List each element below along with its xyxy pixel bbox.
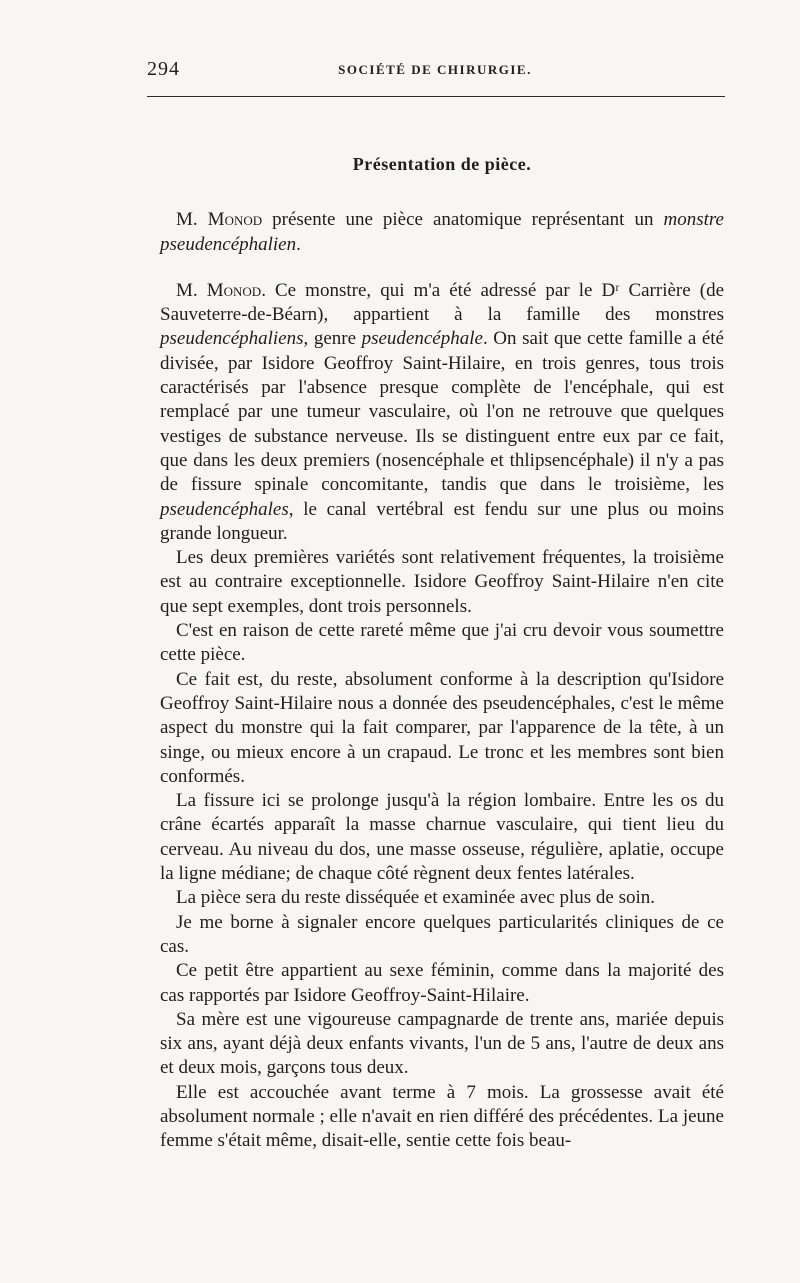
paragraph-1 [160, 208, 724, 257]
paragraph-2-italic-1: pseudencéphaliens [160, 328, 304, 350]
paragraph-7: La pièce sera du reste disséquée et examinée avec plus de soin. [176, 887, 656, 909]
paragraph-8: Je me borne à signaler encore quelques particularités cliniques de ce cas. [160, 911, 724, 957]
running-head: SOCIÉTÉ DE CHIRURGIE. [338, 62, 532, 77]
page-number: 294 [147, 58, 180, 80]
paragraph-6: La fissure ici se prolonge jusqu'à la région lombaire. Entre les os du crâne écartés apparaît la masse charnue vasculaire, qui tient lieu du cerveau. Au niveau du dos, une masse osseuse, régulière, aplatie, occupe la ligne médiane; de chaque côté règnent deux fentes latérales. [160, 790, 724, 885]
speaker-lead: M. [176, 209, 198, 231]
speaker-name: Monod [207, 209, 263, 231]
paragraph-2-italic-3: pseudencéphales [160, 498, 289, 520]
paragraph-5: Ce fait est, du reste, absolument conforme à la description qu'Isidore Geoffroy Saint-Hilaire nous a donnée des pseudencéphales, c'est le même aspect du monstre qui la fait comparer, par l'apparence de la tête, à un singe, ou mieux encore à un crapaud. Le tronc et les membres sont bien conformés. [160, 668, 724, 787]
paragraph-1-end: . [296, 233, 301, 255]
paragraph-10: Sa mère est une vigoureuse campagnarde de trente ans, mariée depuis six ans, ayant déjà deux enfants vivants, l'un de 5 ans, l'autre de deux ans et deux mois, garçons tous deux. [160, 1008, 724, 1079]
paragraph-1-text: présente une pièce anatomique représentant un [262, 209, 664, 231]
body-text [160, 152, 724, 1154]
paragraph-2-italic-2: pseudencéphale [361, 328, 483, 350]
section-title: Présentation de pièce. [352, 154, 532, 174]
paragraph-4: C'est en raison de cette rareté même que j'ai cru devoir vous soumettre cette pièce. [160, 620, 724, 666]
paragraph-2-text-c: . On sait que cette famille a été divisée, par Isidore Geoffroy Saint-Hilaire, en trois genres, tous trois caractérisés par l'absence presque complète de l'encéphale, qui est remplacé par une tumeur vasculaire, où l'on ne retrouve que quelques vestiges de substance nerveuse. Ils se distinguent entre eux par ce fait, que dans les deux premiers (nosencéphale et thlipsencéphale) il n'y a pas de fissure spinale concomitante, tandis que dans le troisième, les [160, 328, 724, 496]
speaker-name: Monod [206, 279, 262, 301]
paragraph-2-text-a: . Ce monstre, qui m'a été adressé par le Dʳ Carrière (de Sauveterre-de-Béarn), appartient à la famille des monstres [160, 279, 725, 326]
header-rule [147, 96, 725, 97]
speaker-lead: M. [176, 279, 198, 301]
paragraph-2-text-b: , genre [303, 328, 362, 350]
paragraph-2 [160, 279, 724, 546]
paragraph-3: Les deux premières variétés sont relativement fréquentes, la troisième est au contraire exceptionnelle. Isidore Geoffroy Saint-Hilaire n'en cite que sept exemples, dont trois personnels. [160, 547, 724, 617]
paragraph-1-italic: monstre pseudencéphalien [160, 209, 724, 255]
page-header [147, 58, 723, 84]
paragraph-11: Elle est accouchée avant terme à 7 mois. La grossesse avait été absolument normale ; elle n'avait en rien différé des précédentes. La jeune femme s'était même, disait-elle, sentie cette fois beau- [160, 1081, 724, 1152]
paragraph-9: Ce petit être appartient au sexe féminin, comme dans la majorité des cas rapportés par Isidore Geoffroy-Saint-Hilaire. [160, 960, 724, 1006]
paragraph-2-text-d: , le canal vertébral est fendu sur une plus ou moins grande longueur. [160, 498, 724, 544]
